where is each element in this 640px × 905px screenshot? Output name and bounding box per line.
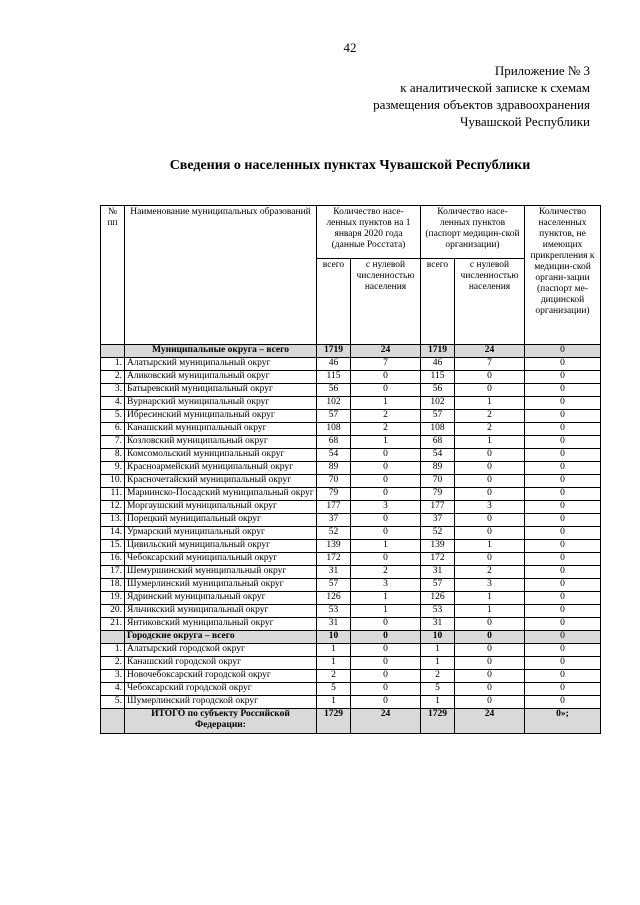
page-number: 42 (343, 40, 357, 55)
settlements-table (100, 205, 601, 734)
cell-passport-total: 126 (421, 592, 455, 605)
cell-name: Козловский муниципальный округ (125, 436, 317, 449)
cell-rosstat-total: 31 (317, 566, 351, 579)
cell-unattached: 0 (525, 657, 601, 670)
cell-no: 5. (101, 696, 125, 709)
table-row (101, 592, 601, 605)
cell-passport-total: 46 (421, 358, 455, 371)
cell-name: Городские округа – всего (125, 631, 317, 644)
cell-unattached: 0 (525, 436, 601, 449)
cell-unattached: 0 (525, 670, 601, 683)
table-row (101, 462, 601, 475)
cell-unattached: 0 (525, 423, 601, 436)
cell-rosstat-total: 56 (317, 384, 351, 397)
cell-rosstat-total: 1729 (317, 709, 351, 734)
table-row (101, 449, 601, 462)
cell-rosstat-total: 139 (317, 540, 351, 553)
cell-name: Канашский муниципальный округ (125, 423, 317, 436)
table-row (101, 657, 601, 670)
cell-rosstat-zero: 24 (351, 345, 421, 358)
cell-passport-zero: 2 (455, 566, 525, 579)
header-rosstat-zero: с нулевой численностью населения (351, 259, 421, 345)
cell-rosstat-total: 126 (317, 592, 351, 605)
cell-unattached: 0 (525, 475, 601, 488)
cell-no: 21. (101, 618, 125, 631)
cell-name: Чебоксарский городской округ (125, 683, 317, 696)
cell-passport-total: 108 (421, 423, 455, 436)
cell-name: Мариинско-Посадский муниципальный округ (125, 488, 317, 501)
cell-rosstat-zero: 2 (351, 410, 421, 423)
cell-unattached: 0 (525, 527, 601, 540)
municipal-total-row (101, 345, 601, 358)
cell-unattached: 0 (525, 540, 601, 553)
table-row (101, 566, 601, 579)
cell-passport-zero: 0 (455, 488, 525, 501)
cell-unattached: 0 (525, 449, 601, 462)
cell-unattached: 0 (525, 397, 601, 410)
cell-no: 4. (101, 397, 125, 410)
cell-passport-total: 177 (421, 501, 455, 514)
table-row (101, 683, 601, 696)
cell-passport-zero: 0 (455, 683, 525, 696)
cell-rosstat-total: 57 (317, 579, 351, 592)
cell-passport-total: 31 (421, 566, 455, 579)
cell-passport-total: 1 (421, 696, 455, 709)
cell-unattached: 0 (525, 358, 601, 371)
cell-rosstat-total: 57 (317, 410, 351, 423)
cell-passport-zero: 1 (455, 592, 525, 605)
cell-passport-zero: 0 (455, 371, 525, 384)
cell-no: 11. (101, 488, 125, 501)
cell-unattached: 0 (525, 371, 601, 384)
cell-rosstat-zero: 1 (351, 592, 421, 605)
cell-rosstat-zero: 0 (351, 488, 421, 501)
cell-passport-zero: 0 (455, 631, 525, 644)
cell-rosstat-zero: 1 (351, 397, 421, 410)
cell-passport-total: 10 (421, 631, 455, 644)
cell-passport-total: 1719 (421, 345, 455, 358)
cell-passport-zero: 1 (455, 397, 525, 410)
header-name: Наименование муниципальных образований (125, 206, 317, 345)
cell-name: Цивильский муниципальный округ (125, 540, 317, 553)
cell-rosstat-zero: 0 (351, 631, 421, 644)
cell-passport-zero: 7 (455, 358, 525, 371)
cell-name: Яльчикский муниципальный округ (125, 605, 317, 618)
cell-passport-zero: 1 (455, 605, 525, 618)
cell-unattached: 0 (525, 514, 601, 527)
cell-rosstat-zero: 0 (351, 553, 421, 566)
cell-unattached: 0 (525, 410, 601, 423)
cell-passport-zero: 0 (455, 670, 525, 683)
cell-name: Ядринский муниципальный округ (125, 592, 317, 605)
cell-passport-total: 172 (421, 553, 455, 566)
cell-unattached: 0 (525, 488, 601, 501)
cell-no: 10. (101, 475, 125, 488)
cell-passport-total: 2 (421, 670, 455, 683)
header-no: № пп (101, 206, 125, 345)
cell-passport-zero: 0 (455, 657, 525, 670)
cell-rosstat-total: 1 (317, 644, 351, 657)
table-row (101, 475, 601, 488)
header-unattached: Количество населенных пунктов, не имеющих прикрепления к медицин-ской органи-зации (паспорт ме-дицинской организации) (525, 206, 601, 345)
cell-no: 4. (101, 683, 125, 696)
cell-passport-zero: 2 (455, 423, 525, 436)
cell-rosstat-zero: 0 (351, 644, 421, 657)
cell-passport-total: 79 (421, 488, 455, 501)
cell-passport-zero: 1 (455, 436, 525, 449)
cell-rosstat-zero: 0 (351, 527, 421, 540)
header-passport-total: всего (421, 259, 455, 345)
cell-passport-zero: 24 (455, 345, 525, 358)
cell-rosstat-total: 68 (317, 436, 351, 449)
cell-rosstat-total: 54 (317, 449, 351, 462)
cell-rosstat-total: 108 (317, 423, 351, 436)
cell-no (101, 709, 125, 734)
cell-rosstat-total: 115 (317, 371, 351, 384)
cell-rosstat-total: 79 (317, 488, 351, 501)
cell-passport-total: 53 (421, 605, 455, 618)
table-row (101, 514, 601, 527)
table-row (101, 644, 601, 657)
cell-name: Красноармейский муниципальный округ (125, 462, 317, 475)
cell-rosstat-total: 37 (317, 514, 351, 527)
cell-no: 19. (101, 592, 125, 605)
table-row (101, 553, 601, 566)
appendix-line: размещения объектов здравоохранения (373, 97, 590, 112)
cell-name: Комсомольский муниципальный округ (125, 449, 317, 462)
header-passport: Количество насе-ленных пунктов (паспорт медицин-ской организации) (421, 206, 525, 259)
cell-no: 13. (101, 514, 125, 527)
cell-rosstat-zero: 0 (351, 371, 421, 384)
table-row (101, 410, 601, 423)
cell-name: Красночетайский муниципальный округ (125, 475, 317, 488)
cell-unattached: 0 (525, 618, 601, 631)
table-row (101, 527, 601, 540)
appendix-line: Приложение № 3 (494, 63, 590, 78)
cell-passport-total: 1 (421, 657, 455, 670)
cell-unattached: 0 (525, 696, 601, 709)
cell-no: 18. (101, 579, 125, 592)
table-row (101, 423, 601, 436)
cell-unattached: 0 (525, 345, 601, 358)
cell-unattached: 0»; (525, 709, 601, 734)
cell-rosstat-zero: 0 (351, 462, 421, 475)
cell-name: Батыревский муниципальный округ (125, 384, 317, 397)
cell-passport-zero: 0 (455, 514, 525, 527)
cell-unattached: 0 (525, 631, 601, 644)
cell-no: 2. (101, 371, 125, 384)
appendix-block (330, 62, 590, 130)
cell-unattached: 0 (525, 462, 601, 475)
cell-no: 1. (101, 358, 125, 371)
cell-name: Муниципальные округа – всего (125, 345, 317, 358)
cell-rosstat-zero: 0 (351, 657, 421, 670)
cell-no: 8. (101, 449, 125, 462)
cell-rosstat-zero: 0 (351, 384, 421, 397)
cell-passport-total: 57 (421, 410, 455, 423)
cell-no: 1. (101, 644, 125, 657)
cell-name: Алатырский муниципальный округ (125, 358, 317, 371)
cell-no: 5. (101, 410, 125, 423)
cell-rosstat-total: 5 (317, 683, 351, 696)
cell-name: Моргаушский муниципальный округ (125, 501, 317, 514)
cell-rosstat-zero: 2 (351, 423, 421, 436)
cell-passport-zero: 1 (455, 540, 525, 553)
cell-name: Чебоксарский муниципальный округ (125, 553, 317, 566)
table-row (101, 371, 601, 384)
cell-no: 7. (101, 436, 125, 449)
cell-name: Аликовский муниципальный округ (125, 371, 317, 384)
cell-rosstat-total: 89 (317, 462, 351, 475)
cell-name: Алатырский городской округ (125, 644, 317, 657)
cell-unattached: 0 (525, 384, 601, 397)
cell-name: Вурнарский муниципальный округ (125, 397, 317, 410)
cell-no: 20. (101, 605, 125, 618)
cell-passport-total: 52 (421, 527, 455, 540)
cell-no: 12. (101, 501, 125, 514)
cell-rosstat-zero: 0 (351, 683, 421, 696)
cell-passport-total: 139 (421, 540, 455, 553)
cell-passport-total: 115 (421, 371, 455, 384)
cell-passport-zero: 0 (455, 449, 525, 462)
cell-no: 2. (101, 657, 125, 670)
table-row (101, 436, 601, 449)
cell-passport-total: 68 (421, 436, 455, 449)
cell-unattached: 0 (525, 566, 601, 579)
cell-passport-total: 102 (421, 397, 455, 410)
table-row (101, 397, 601, 410)
cell-no: 3. (101, 670, 125, 683)
cell-rosstat-total: 172 (317, 553, 351, 566)
cell-rosstat-total: 31 (317, 618, 351, 631)
header-rosstat: Количество насе-ленных пунктов на 1 января 2020 года (данные Росстата) (317, 206, 421, 259)
cell-rosstat-total: 70 (317, 475, 351, 488)
cell-passport-zero: 24 (455, 709, 525, 734)
cell-rosstat-zero: 7 (351, 358, 421, 371)
header-rosstat-total: всего (317, 259, 351, 345)
cell-rosstat-zero: 24 (351, 709, 421, 734)
table-row (101, 384, 601, 397)
cell-no: 15. (101, 540, 125, 553)
appendix-line: Чувашской Республики (459, 114, 590, 129)
cell-rosstat-total: 53 (317, 605, 351, 618)
cell-passport-total: 89 (421, 462, 455, 475)
cell-unattached: 0 (525, 579, 601, 592)
cell-name: Ибресинский муниципальный округ (125, 410, 317, 423)
cell-passport-zero: 0 (455, 527, 525, 540)
cell-rosstat-zero: 2 (351, 566, 421, 579)
table-row (101, 618, 601, 631)
header-passport-zero: с нулевой численностью населения (455, 259, 525, 345)
cell-name: Урмарский муниципальный округ (125, 527, 317, 540)
cell-rosstat-total: 52 (317, 527, 351, 540)
cell-no (101, 631, 125, 644)
table-row (101, 579, 601, 592)
cell-rosstat-total: 102 (317, 397, 351, 410)
table-row (101, 605, 601, 618)
document-title: Сведения о населенных пунктах Чувашской Республики (169, 158, 531, 173)
cell-passport-total: 54 (421, 449, 455, 462)
cell-rosstat-total: 1719 (317, 345, 351, 358)
cell-unattached: 0 (525, 553, 601, 566)
cell-name: Новочебоксарский городской округ (125, 670, 317, 683)
cell-unattached: 0 (525, 605, 601, 618)
table-row (101, 670, 601, 683)
cell-name: ИТОГО по субъекту Российской Федерации: (125, 709, 317, 734)
table-row (101, 501, 601, 514)
city-total-row (101, 631, 601, 644)
cell-passport-total: 1729 (421, 709, 455, 734)
table-row (101, 488, 601, 501)
cell-passport-zero: 0 (455, 618, 525, 631)
cell-no (101, 345, 125, 358)
cell-unattached: 0 (525, 592, 601, 605)
cell-passport-zero: 0 (455, 384, 525, 397)
cell-rosstat-total: 2 (317, 670, 351, 683)
cell-passport-zero: 3 (455, 579, 525, 592)
cell-rosstat-total: 10 (317, 631, 351, 644)
cell-rosstat-zero: 1 (351, 540, 421, 553)
cell-passport-total: 37 (421, 514, 455, 527)
cell-rosstat-total: 46 (317, 358, 351, 371)
cell-rosstat-zero: 0 (351, 670, 421, 683)
cell-no: 16. (101, 553, 125, 566)
cell-name: Шумерлинский городской округ (125, 696, 317, 709)
cell-passport-total: 31 (421, 618, 455, 631)
appendix-line: к аналитической записке к схемам (400, 80, 590, 95)
cell-passport-zero: 0 (455, 644, 525, 657)
cell-passport-zero: 2 (455, 410, 525, 423)
cell-rosstat-zero: 0 (351, 618, 421, 631)
cell-name: Порецкий муниципальный округ (125, 514, 317, 527)
cell-passport-zero: 0 (455, 553, 525, 566)
cell-rosstat-zero: 0 (351, 696, 421, 709)
cell-passport-zero: 0 (455, 462, 525, 475)
cell-no: 14. (101, 527, 125, 540)
cell-unattached: 0 (525, 644, 601, 657)
cell-passport-total: 57 (421, 579, 455, 592)
cell-passport-zero: 0 (455, 475, 525, 488)
cell-rosstat-total: 1 (317, 657, 351, 670)
cell-passport-total: 1 (421, 644, 455, 657)
cell-passport-zero: 3 (455, 501, 525, 514)
cell-rosstat-zero: 0 (351, 514, 421, 527)
cell-no: 6. (101, 423, 125, 436)
cell-name: Янтиковский муниципальный округ (125, 618, 317, 631)
table-row (101, 540, 601, 553)
cell-rosstat-zero: 1 (351, 605, 421, 618)
cell-no: 3. (101, 384, 125, 397)
cell-passport-zero: 0 (455, 696, 525, 709)
cell-rosstat-zero: 0 (351, 449, 421, 462)
table-row (101, 358, 601, 371)
cell-rosstat-zero: 3 (351, 579, 421, 592)
cell-name: Шумерлинский муниципальный округ (125, 579, 317, 592)
table-row (101, 696, 601, 709)
cell-passport-total: 70 (421, 475, 455, 488)
cell-rosstat-zero: 1 (351, 436, 421, 449)
cell-no: 9. (101, 462, 125, 475)
cell-name: Шемуршинский муниципальный округ (125, 566, 317, 579)
cell-passport-total: 5 (421, 683, 455, 696)
cell-rosstat-total: 177 (317, 501, 351, 514)
cell-passport-total: 56 (421, 384, 455, 397)
cell-no: 17. (101, 566, 125, 579)
cell-unattached: 0 (525, 683, 601, 696)
cell-unattached: 0 (525, 501, 601, 514)
cell-rosstat-total: 1 (317, 696, 351, 709)
grand-total-row (101, 709, 601, 734)
cell-rosstat-zero: 0 (351, 475, 421, 488)
cell-name: Канашский городской округ (125, 657, 317, 670)
cell-rosstat-zero: 3 (351, 501, 421, 514)
